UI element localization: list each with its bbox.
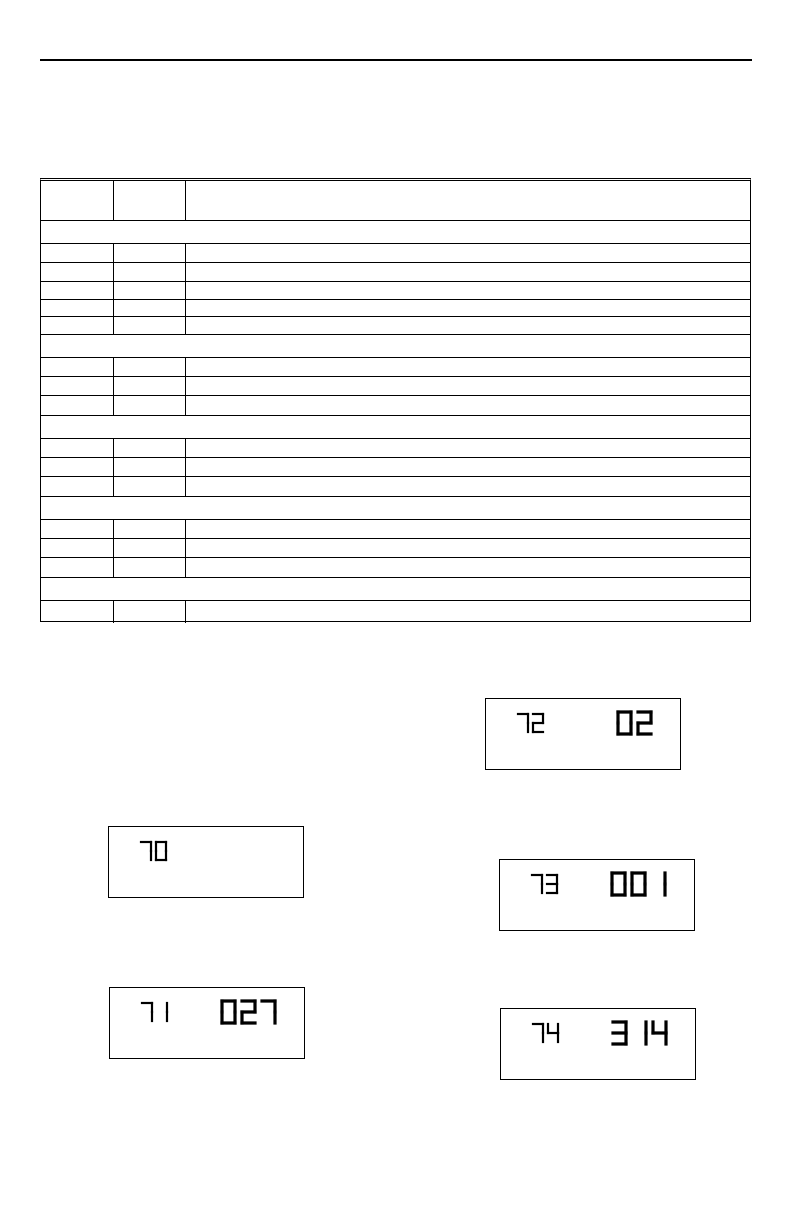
value-digit [222, 1001, 235, 1023]
group-title-row [41, 335, 750, 358]
field-digit [141, 842, 151, 860]
table-header-row [41, 181, 750, 221]
value-digit [653, 1022, 666, 1044]
value-digit [612, 873, 625, 895]
field-digit [547, 875, 557, 893]
top-rule [40, 59, 752, 61]
lcd-digits [110, 988, 304, 1058]
table-row [41, 282, 750, 300]
table-row [41, 263, 750, 282]
table-row [41, 300, 750, 317]
lcd-display-73 [499, 859, 695, 931]
group-title-row [41, 497, 750, 520]
lcd-digits [486, 699, 680, 769]
field-digit [533, 714, 543, 732]
table-row [41, 358, 750, 377]
table-row [41, 601, 750, 623]
table-row [41, 377, 750, 396]
table-row [41, 317, 750, 335]
lcd-digits [109, 827, 303, 897]
header-col1 [41, 181, 45, 220]
field-digit [518, 714, 528, 732]
value-digit [618, 712, 631, 734]
value-digit [613, 1022, 626, 1044]
group-title-row [41, 416, 750, 439]
field-digit [156, 842, 166, 860]
field-digit [533, 1024, 543, 1042]
table-row [41, 458, 750, 477]
settings-table [40, 178, 751, 622]
group-title-row [41, 221, 750, 244]
value-digit [262, 1001, 275, 1023]
table-row [41, 477, 750, 497]
table-row [41, 396, 750, 416]
value-digit [242, 1001, 255, 1023]
value-digit [638, 712, 651, 734]
table-row [41, 244, 750, 263]
lcd-digits [500, 860, 694, 930]
table-row [41, 558, 750, 578]
lcd-display-71 [109, 987, 305, 1059]
field-digit [532, 875, 542, 893]
table-row [41, 539, 750, 558]
table-row [41, 439, 750, 458]
lcd-digits [501, 1009, 695, 1079]
field-digit [142, 1003, 152, 1021]
header-col2 [113, 181, 117, 220]
group-title-row [41, 578, 750, 601]
value-digit [632, 873, 645, 895]
lcd-display-70 [108, 826, 304, 898]
lcd-display-74 [500, 1008, 696, 1080]
table-row [41, 520, 750, 539]
field-digit [548, 1024, 558, 1042]
lcd-display-72 [485, 698, 681, 770]
header-col3 [185, 181, 189, 220]
